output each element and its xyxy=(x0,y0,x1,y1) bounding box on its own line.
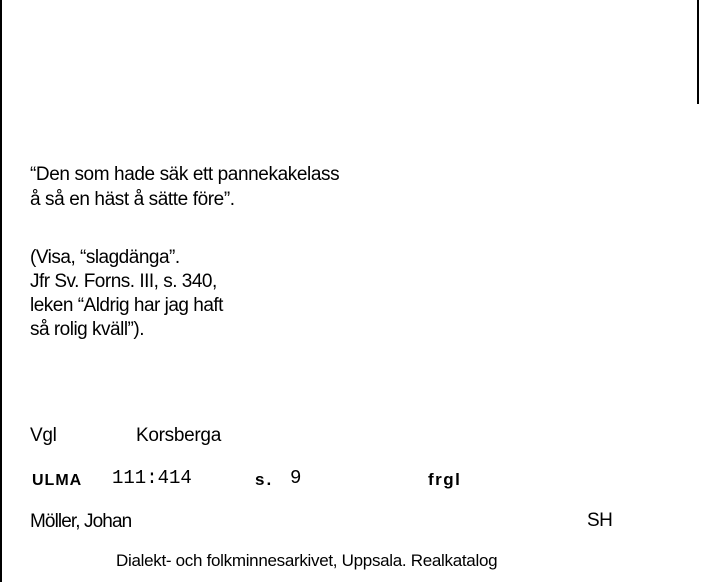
note-text xyxy=(30,246,223,342)
archive-footer: Dialekt- och folkminnesarkivet, Uppsala. Realkatalog xyxy=(116,551,498,570)
quote-text xyxy=(30,162,339,212)
note-line: leken “Aldrig har jag haft xyxy=(30,295,223,316)
category-code: frgl xyxy=(428,470,462,489)
archive-number: 111:414 xyxy=(112,467,192,489)
note-line: så rolig kväll”). xyxy=(30,319,144,340)
quote-line: å så en häst å sätte före”. xyxy=(30,189,235,210)
page-label: s. xyxy=(255,470,274,489)
note-line: (Visa, “slagdänga”. xyxy=(30,247,180,268)
region-code: Vgl xyxy=(30,425,57,446)
recorder-name: Möller, Johan xyxy=(30,511,132,532)
place-name: Korsberga xyxy=(136,425,221,446)
cataloger-initials: SH xyxy=(587,510,613,531)
card-right-edge xyxy=(697,0,699,104)
page-number: 9 xyxy=(290,467,302,489)
quote-line: “Den som hade säk ett pannekakelass xyxy=(30,164,340,185)
archive-code: ULMA xyxy=(32,472,83,489)
note-line: Jfr Sv. Forns. III, s. 340, xyxy=(30,271,217,292)
card-left-edge xyxy=(0,0,2,582)
